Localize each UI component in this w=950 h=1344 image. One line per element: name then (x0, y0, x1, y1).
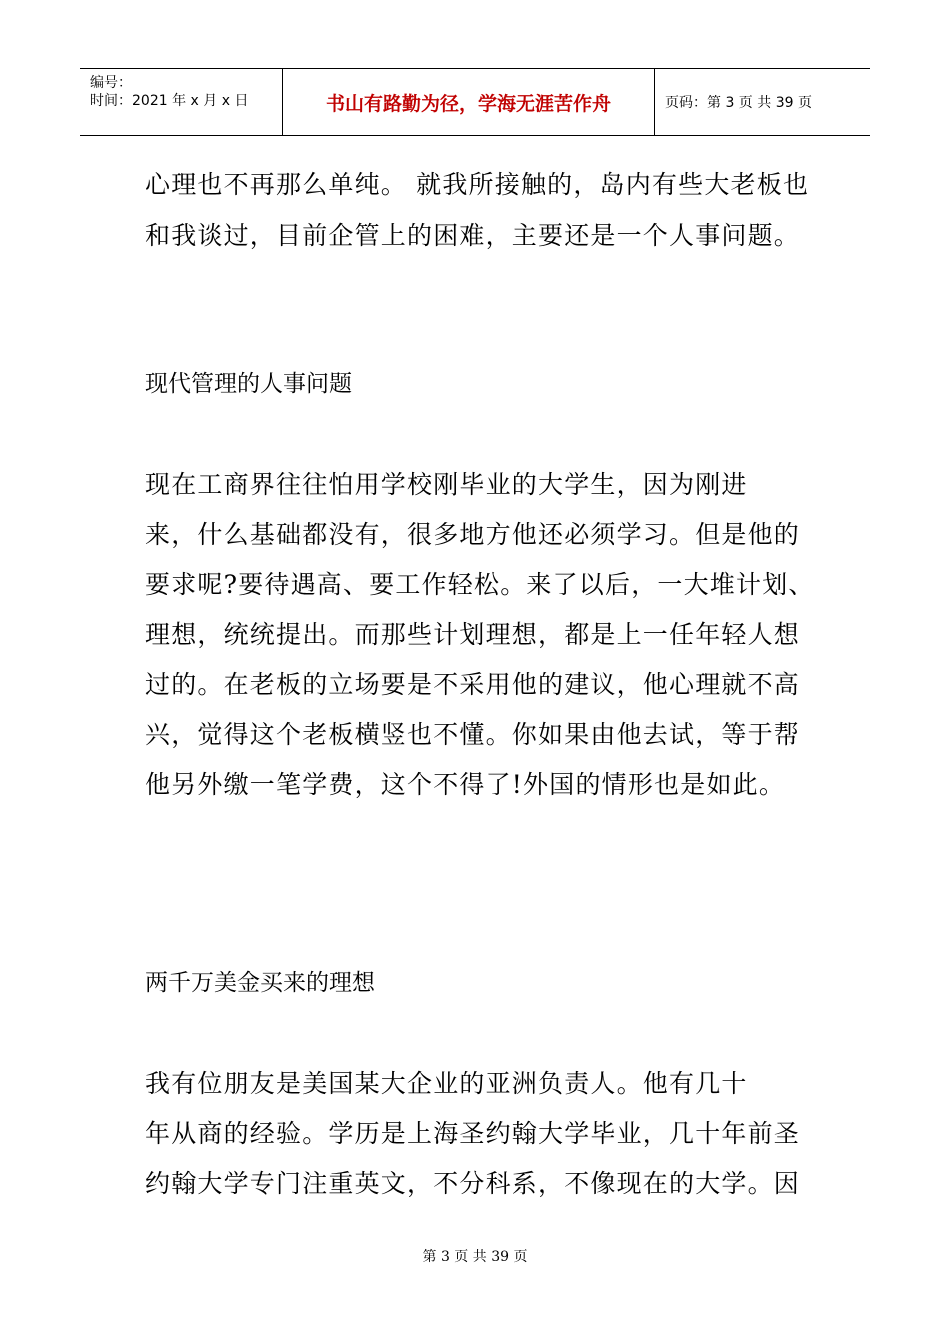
document-date: 时间：2021 年 x 月 x 日 (90, 93, 249, 109)
document-number-label: 编号： (90, 75, 132, 91)
paragraph-line: 他另外缴一笔学费，这个不得了!外国的情形也是如此。 (145, 770, 786, 799)
paragraph-line: 心理也不再那么单纯。 就我所接触的，岛内有些大老板也 (145, 170, 810, 199)
paragraph-line: 和我谈过，目前企管上的困难，主要还是一个人事问题。 (145, 221, 801, 250)
header-motto: 书山有路勤为径，学海无涯苦作舟 (325, 92, 611, 115)
paragraph-line: 要求呢?要待遇高、要工作轻松。来了以后，一大堆计划、 (145, 570, 815, 599)
section-heading: 两千万美金买来的理想 (145, 970, 375, 996)
paragraph-line: 约翰大学专门注重英文，不分科系，不像现在的大学。因 (145, 1169, 801, 1198)
header-divider-right (654, 69, 655, 135)
paragraph-line-indented: 我有位朋友是美国某大企业的亚洲负责人。他有几十 (145, 1069, 748, 1098)
paragraph-line: 兴，觉得这个老板横竖也不懂。你如果由他去试，等于帮 (145, 720, 801, 749)
header-page-info: 页码：第 3 页 共 39 页 (665, 95, 812, 111)
paragraph-line: 年从商的经验。学历是上海圣约翰大学毕业，几十年前圣 (145, 1119, 801, 1148)
paragraph-line: 理想，统统提出。而那些计划理想，都是上一任年轻人想 (145, 620, 801, 649)
paragraph-line-indented: 现在工商界往往怕用学校刚毕业的大学生，因为刚进 (145, 470, 748, 499)
header-meta (80, 69, 282, 135)
section-heading: 现代管理的人事问题 (145, 371, 352, 397)
page-footer: 第 3 页 共 39 页 (422, 1249, 528, 1265)
paragraph-line: 过的。在老板的立场要是不采用他的建议，他心理就不高 (145, 670, 801, 699)
document-header (80, 68, 870, 136)
paragraph-line: 来，什么基础都没有，很多地方他还必须学习。但是他的 (145, 520, 801, 549)
